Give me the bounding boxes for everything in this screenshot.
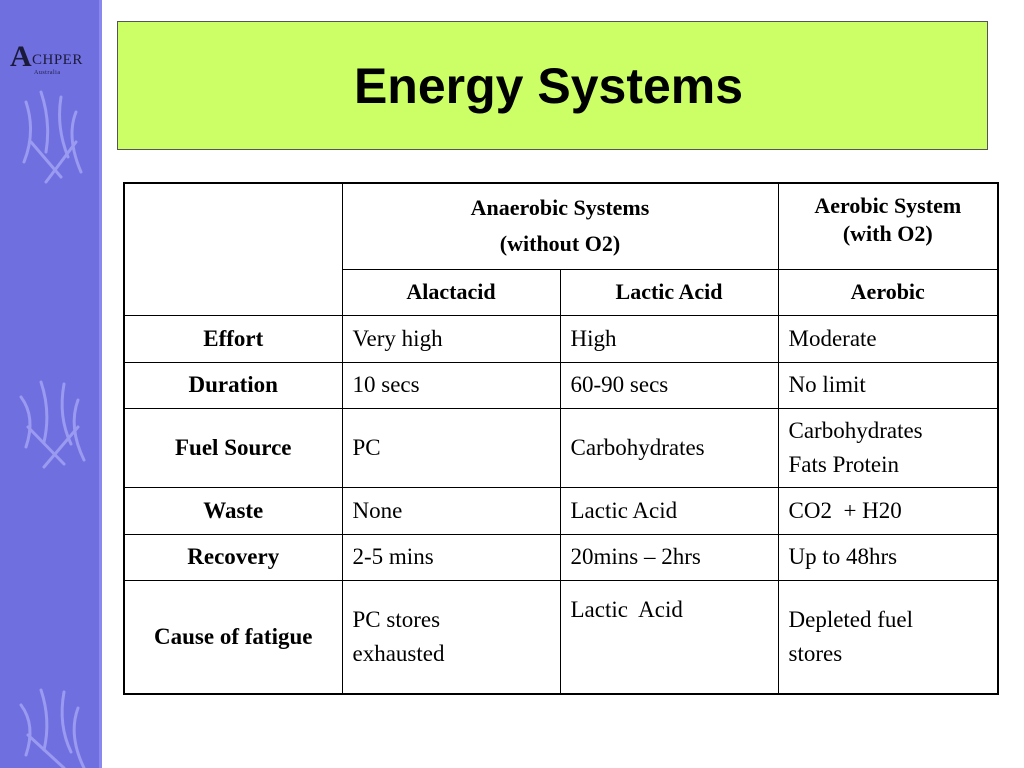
subheader-alactacid: Alactacid bbox=[342, 269, 560, 315]
sketch-figure-icon bbox=[6, 82, 96, 192]
table-corner-cell bbox=[124, 183, 342, 315]
table-row bbox=[124, 315, 998, 362]
row-label-cause-of-fatigue: Cause of fatigue bbox=[124, 580, 342, 694]
cell-aerobic: Carbohydrates Fats Protein bbox=[778, 408, 998, 487]
anaerobic-header: Anaerobic Systems (without O2) bbox=[342, 183, 778, 269]
cell-alactacid: None bbox=[342, 487, 560, 534]
cell-lactic: Carbohydrates bbox=[560, 408, 778, 487]
cell-lactic: 60-90 secs bbox=[560, 362, 778, 408]
table-row bbox=[124, 408, 998, 487]
table-header-row bbox=[124, 183, 998, 269]
energy-systems-table bbox=[123, 182, 999, 695]
cell-lactic: Lactic Acid bbox=[560, 487, 778, 534]
row-label-recovery: Recovery bbox=[124, 534, 342, 580]
row-label-fuel-source: Fuel Source bbox=[124, 408, 342, 487]
table-row bbox=[124, 534, 998, 580]
cell-alactacid: Very high bbox=[342, 315, 560, 362]
row-label-duration: Duration bbox=[124, 362, 342, 408]
table-row bbox=[124, 362, 998, 408]
cell-aerobic: CO2 + H20 bbox=[778, 487, 998, 534]
cell-alactacid: PC bbox=[342, 408, 560, 487]
achper-logo: A CHPER Australia bbox=[10, 40, 83, 76]
cell-aerobic: Moderate bbox=[778, 315, 998, 362]
cell-lactic: Lactic Acid bbox=[560, 580, 778, 694]
row-label-effort: Effort bbox=[124, 315, 342, 362]
sketch-figure-icon bbox=[6, 372, 96, 472]
subheader-lactic-acid: Lactic Acid bbox=[560, 269, 778, 315]
table-row bbox=[124, 580, 998, 694]
table-row bbox=[124, 487, 998, 534]
title-banner bbox=[117, 21, 988, 150]
cell-alactacid: 10 secs bbox=[342, 362, 560, 408]
page-title: Energy Systems bbox=[353, 57, 744, 114]
cell-aerobic: Up to 48hrs bbox=[778, 534, 998, 580]
cell-lactic: High bbox=[560, 315, 778, 362]
sidebar-decoration bbox=[0, 0, 102, 768]
cell-alactacid: 2-5 mins bbox=[342, 534, 560, 580]
cell-alactacid: PC stores exhausted bbox=[342, 580, 560, 694]
subheader-aerobic: Aerobic bbox=[778, 269, 998, 315]
cell-aerobic: Depleted fuel stores bbox=[778, 580, 998, 694]
sidebar-edge bbox=[99, 0, 102, 768]
cell-aerobic: No limit bbox=[778, 362, 998, 408]
cell-lactic: 20mins – 2hrs bbox=[560, 534, 778, 580]
aerobic-header: Aerobic System (with O2) bbox=[778, 183, 998, 269]
row-label-waste: Waste bbox=[124, 487, 342, 534]
sketch-figure-icon bbox=[6, 680, 96, 768]
